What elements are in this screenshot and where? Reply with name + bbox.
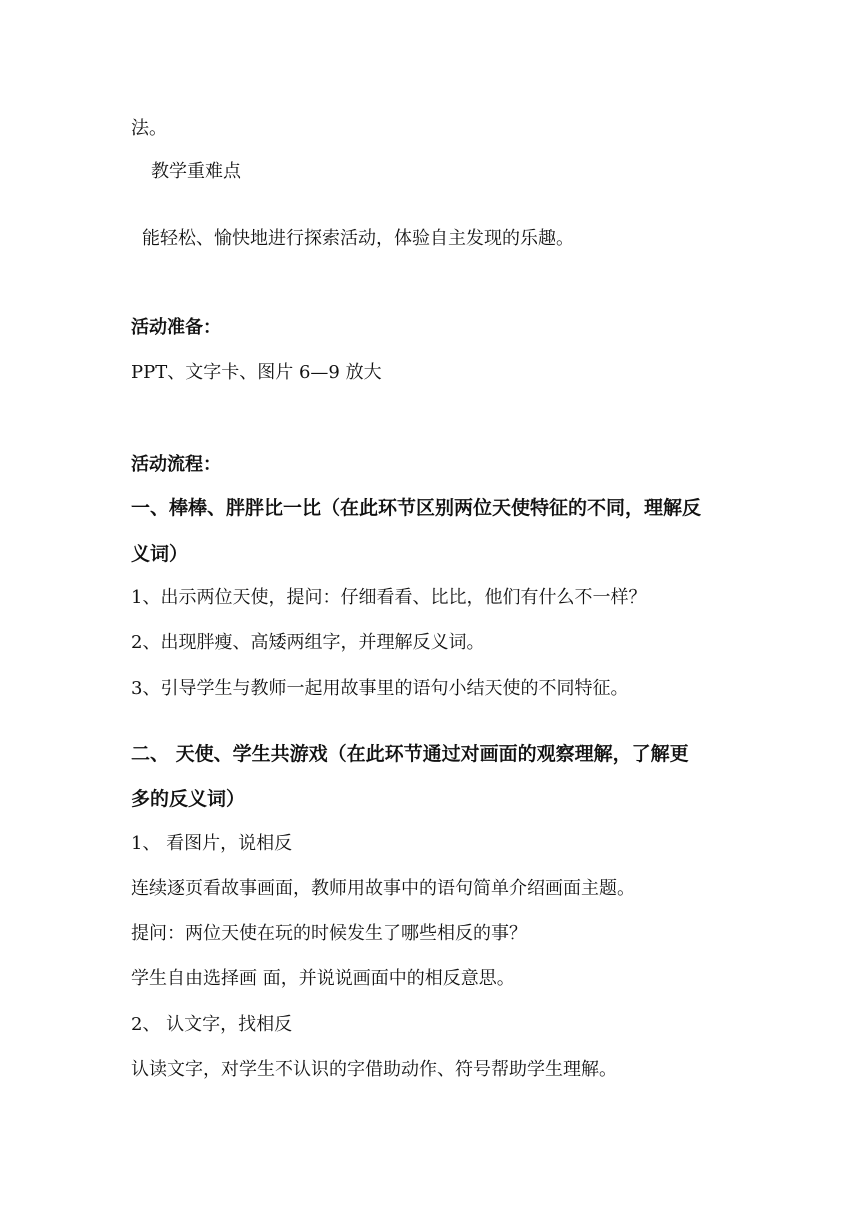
section-one-step-1: 1、出示两位天使，提问：仔细看看、比比，他们有什么不一样？	[131, 587, 647, 608]
heading-activity-process: 活动流程：	[131, 454, 221, 475]
section-one-step-2: 2、出现胖瘦、高矮两组字，并理解反义词。	[131, 632, 485, 653]
key-points-text: 能轻松、愉快地进行探索活动，体验自主发现的乐趣。	[142, 228, 574, 249]
preparation-materials: PPT、文字卡、图片 6—9 放大	[131, 362, 382, 383]
section-two-step-1-desc: 连续逐页看故事画面，教师用故事中的语句简单介绍画面主题。	[131, 878, 635, 899]
section-two-step-1-question: 提问：两位天使在玩的时候发生了哪些相反的事？	[131, 923, 527, 944]
section-two-title-cont: 多的反义词）	[131, 788, 246, 810]
heading-activity-preparation: 活动准备：	[131, 317, 221, 338]
section-two-title: 二、 天使、学生共游戏（在此环节通过对画面的观察理解，了解更	[131, 743, 689, 765]
section-one-title-cont: 义词）	[131, 543, 189, 565]
section-one-step-3: 3、引导学生与教师一起用故事里的语句小结天使的不同特征。	[131, 678, 629, 699]
section-label-key-points: 教学重难点	[151, 161, 241, 182]
section-two-step-1-activity: 学生自由选择画 面，并说说画面中的相反意思。	[131, 968, 515, 989]
section-one-title: 一、棒棒、胖胖比一比（在此环节区别两位天使特征的不同，理解反	[131, 497, 702, 519]
section-two-step-2-desc: 认读文字，对学生不认识的字借助动作、符号帮助学生理解。	[131, 1059, 617, 1080]
section-two-step-2: 2、 认文字，找相反	[131, 1014, 293, 1035]
section-two-step-1: 1、 看图片，说相反	[131, 833, 293, 854]
text-line-continuation: 法。	[131, 118, 167, 139]
